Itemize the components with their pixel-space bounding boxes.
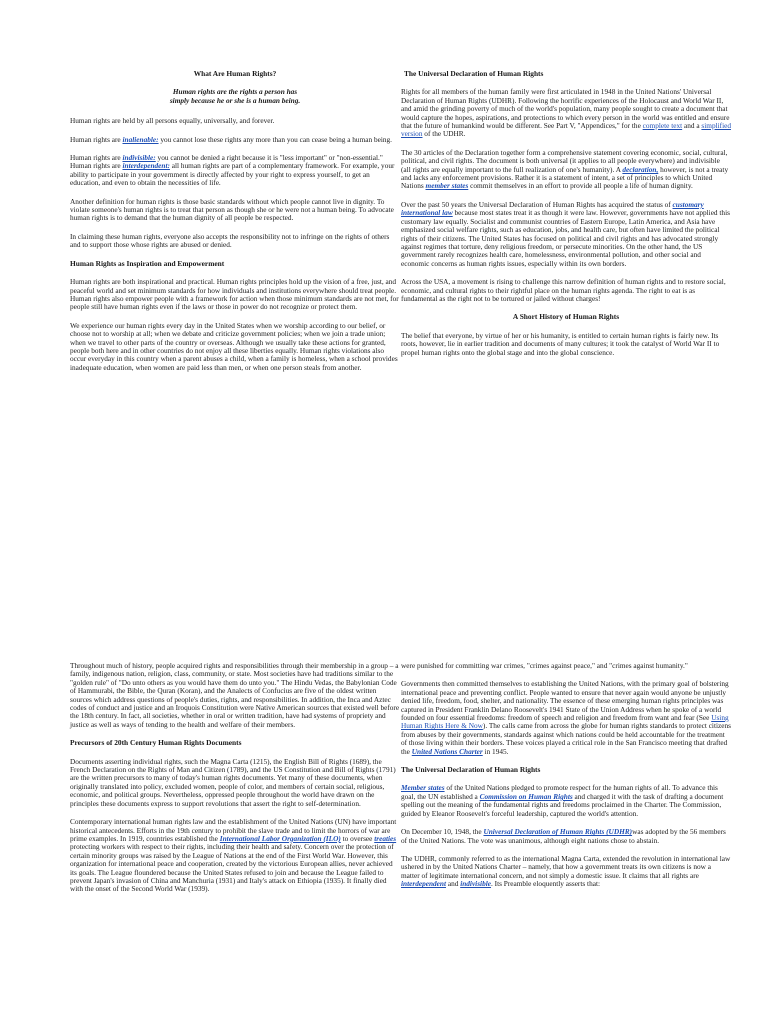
- paragraph: Human rights are indivisible: you cannot be denied a right because it is "less important" or "non-essential." Human rights are interdependent: all human rights are part of a complementary framework. For example, your ability to participate in your government is directly affected by your right to express yourself, to get an education, and even to obtain the necessities of life.: [70, 153, 395, 188]
- subtitle: [70, 88, 400, 105]
- paragraph: Member states of the United Nations pledged to promote respect for the human rights of all. To advance this goal, the UN established a Commission on Human Rights and charged it with the task of drafting a document spelling out the meaning of the fundamental rights and freedoms proclaimed in the Charter. The Commission, guided by Eleanor Roosevelt's forceful leadership, captured the world's attention.: [401, 783, 724, 818]
- interdependent-link[interactable]: interdependent:: [122, 161, 170, 171]
- section-title: What Are Human Rights?: [193, 69, 277, 78]
- complete-text-link[interactable]: complete text: [642, 121, 683, 131]
- treaties-link[interactable]: treaties: [374, 833, 397, 843]
- paragraph: Contemporary international human rights law and the establishment of the United Nations (UN) have important historical antecedents. Efforts in the 19th century to prohibit the slave trade and to limit the horrors of war are prime examples. In 1919, countries established the International Labor Organization (ILO) to oversee treaties protecting workers with respect to their rights, including their health and safety. Concern over the protection of certain minority groups was raised by the League of Nations at the end of the First World War. However, this organization for international peace and cooperation, created by the victorious European allies, never achieved its goals. The League floundered because the United States refused to join and because the League failed to prevent Japan's invasion of China and Manchuria (1931) and Italy's attack on Ethiopia (1935). It finally died with the onset of the Second World War (1939).: [70, 817, 397, 894]
- paragraph: On December 10, 1948, the Universal Declaration of Human Rights (UDHR)was adopted by the 56 members of the United Nations. The vote was unanimous, although eight nations chose to abstain.: [401, 827, 726, 845]
- paragraph: We experience our human rights every day in the United States when we worship according to our belief, or choose not to worship at all; when we debate and criticize government policies; when we join a trade union; when we travel to other parts of the country or overseas. Although we usually take these actions for granted, people both here and in other countries do not enjoy all these liberties equally. Human rights violations also occur everyday in this country when a parent abuses a child, when a family is homeless, when a school provides inadequate education, when women are paid less than men, or when one person steals from another.: [70, 320, 398, 372]
- paragraph: Over the past 50 years the Universal Declaration of Human Rights has acquired the status of customary international law because most states treat it as though it were law. However, governments have not applied this customary law equally. Socialist and communist countries of Eastern Europe, Latin America, and Asia have emphasized social welfare rights, such as education, jobs, and health care, but often have limited the political rights of their citizens. The United States has focused on political and civil rights and has advocated strongly against regimes that torture, deny religious freedom, or persecute minorities. On the other hand, the US government rarely recognizes health care, homelessness, environmental pollution, and other social and economic concerns as human rights issues, especially within its own borders.: [401, 199, 730, 268]
- member-states-link[interactable]: Member states: [401, 783, 445, 793]
- commission-on-human-rights-link[interactable]: Commission on Human Rights: [479, 791, 573, 801]
- paragraph: Governments then committed themselves to establishing the United Nations, with the primary goal of bolstering international peace and preventing conflict. People wanted to ensure that never again would anyone be unjustly denied life, freedom, food, shelter, and nationality. The essence of these emerging human rights principles was captured in President Franklin Delano Roosevelt's 1941 State of the Union Address when he spoke of a world founded on four essential freedoms: freedom of speech and religion and freedom from want and fear (See Using Human Rights Here & Now). The calls came from across the globe for human rights standards to protect citizens from abuses by their governments, standards against which nations could be held accountable for the treatment of those living within their borders. These voices played a critical role in the San Francisco meeting that drafted the United Nations Charter in 1945.: [401, 679, 731, 756]
- page1-right-column: [401, 70, 731, 367]
- paragraph: The belief that everyone, by virtue of her or his humanity, is entitled to certain human rights is fairly new. Its roots, however, lie in earlier tradition and documents of many cultures; it took the catalyst of World War II to propel human rights onto the global stage and into the global conscience.: [401, 330, 720, 357]
- paragraph: Human rights are both inspirational and practical. Human rights principles hold up the vision of a free, just, and peaceful world and set minimum standards for how individuals and institutions everywhere should treat people. Human rights also empower people with a framework for action when those minimum standards are not met, for people still have human rights even if the laws or those in power do not recognize or protect them.: [70, 277, 399, 312]
- un-charter-link[interactable]: United Nations Charter: [411, 746, 483, 756]
- paragraph: Human rights are held by all persons equally, universally, and forever.: [70, 116, 275, 126]
- paragraph: Rights for all members of the human family were first articulated in 1948 in the United Nations' Universal Declaration of Human Rights (UDHR). Following the horrific experiences of the Holocaust and World War II, and amid the grinding poverty of much of the world's population, many people sought to create a document that would capture the hopes, aspirations, and protections to which every person in the world was entitled and ensure that the future of humankind would be different. See Part V, "Appendices," for the complete text and a simplified version of the UDHR.: [401, 87, 731, 139]
- interdependent-link[interactable]: interdependent: [401, 879, 446, 889]
- section-title: The Universal Declaration of Human Rights: [404, 69, 544, 78]
- page1-left-column: [70, 70, 400, 382]
- member-states-link[interactable]: member states: [425, 181, 469, 191]
- simplified-version-link[interactable]: simplified version: [401, 121, 731, 139]
- customary-international-law-link[interactable]: customary international law: [401, 199, 704, 218]
- section-heading: A Short History of Human Rights: [512, 312, 620, 322]
- paragraph: In claiming these human rights, everyone also accepts the responsibility not to infringe on the rights of others and to support those whose rights are abused or denied.: [70, 231, 390, 250]
- page2-left-column: [70, 662, 400, 904]
- udhr-link[interactable]: Universal Declaration of Human Rights (UDHR): [483, 827, 633, 837]
- paragraph: The UDHR, commonly referred to as the international Magna Carta, extended the revolution in international law ushered in by the United Nations Charter – namely, that how a government treats its own citizens is now a matter of legitimate international concern, and not simply a domestic issue. It claims that all rights are interdependent and indivisible. Its Preamble eloquently asserts that:: [401, 853, 731, 889]
- using-human-rights-link[interactable]: Using Human Rights Here & Now: [401, 713, 729, 731]
- paragraph: Another definition for human rights is those basic standards without which people cannot live in dignity. To violate someone's human rights is to treat that person as though she or he were not a human being. To advocate human rights is to demand that the human dignity of all people be respected.: [70, 196, 394, 223]
- subtitle-line: simply because he or she is a human being.: [169, 95, 301, 105]
- section-heading: Precursors of 20th Century Human Rights Documents: [70, 738, 242, 748]
- ilo-link[interactable]: International Labor Organization (ILO): [219, 833, 341, 843]
- paragraph: Human rights are inalienable: you cannot lose these rights any more than you can cease being a human being.: [70, 134, 393, 144]
- paragraph: Documents asserting individual rights, such the Magna Carta (1215), the English Bill of Rights (1689), the French Declaration on the Rights of Man and Citizen (1789), and the US Constitution and Bill of Rights (1791) are the written precursors to many of today's human rights documents. Yet many of these documents, when originally translated into policy, excluded women, people of color, and members of certain social, religious, economic, and political groups. Nevertheless, oppressed people throughout the world have drawn on the principles these documents express to support revolutions that assert the right to self-determination.: [70, 756, 396, 808]
- paragraph: Throughout much of history, people acquired rights and responsibilities through their membership in a group – a family, indigenous nation, religion, class, community, or state. Most societies have had traditions similar to the "golden rule" of "Do unto others as you would have them do unto you." The Hindu Vedas, the Babylonian Code of Hammurabi, the Bible, the Quran (Koran), and the Analects of Confucius are five of the oldest written sources which address questions of people's duties, rights, and responsibilities. In addition, the Inca and Aztec codes of conduct and justice and an Iroquois Constitution were Native American sources that existed well before the 18th century. In fact, all societies, whether in oral or written tradition, have had systems of propriety and justice as well as ways of tending to the health and welfare of their members.: [70, 661, 400, 729]
- inalienable-link[interactable]: inalienable:: [122, 134, 159, 144]
- declaration-link[interactable]: declaration,: [622, 164, 659, 174]
- paragraph: were punished for committing war crimes, "crimes against peace," and "crimes against humanity.": [401, 661, 688, 670]
- paragraph: Across the USA, a movement is rising to challenge this narrow definition of human rights and to restore social, economic, and cultural rights to their rightful place on the human rights agenda. The right to eat is as fundamental as the right not to be tortured or jailed without charges!: [401, 277, 726, 303]
- page2-right-column: [401, 662, 731, 899]
- section-heading: Human Rights as Inspiration and Empowerment: [70, 258, 225, 268]
- section-heading: The Universal Declaration of Human Rights: [401, 765, 541, 775]
- paragraph: The 30 articles of the Declaration together form a comprehensive statement covering economic, social, cultural, political, and civil rights. The document is both universal (it applies to all people everywhere) and indivisible (all rights are equally important to the full realization of one's humanity). A declaration, however, is not a treaty and lacks any enforcement provisions. Rather it is a statement of intent, a set of principles to which United Nations member states commit themselves in an effort to provide all people a life of human dignity.: [401, 147, 729, 191]
- indivisible-link[interactable]: indivisible:: [122, 153, 156, 163]
- subtitle-line: Human rights are the rights a person has: [172, 87, 298, 97]
- indivisible-link[interactable]: indivisible: [460, 879, 491, 889]
